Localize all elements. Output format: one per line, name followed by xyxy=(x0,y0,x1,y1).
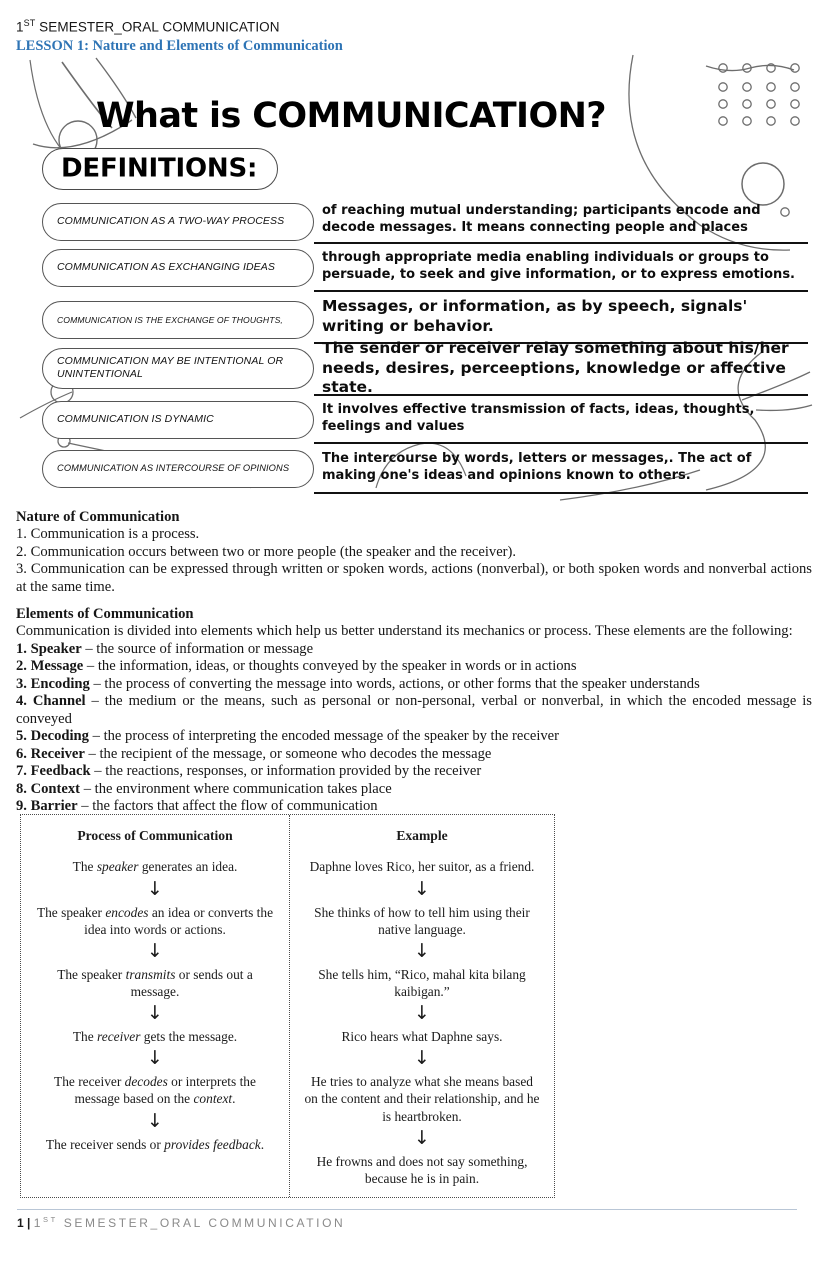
definition-row xyxy=(42,444,808,494)
definition-description: of reaching mutual understanding; participants encode and decode messages. It means connecting people and places xyxy=(314,198,808,244)
definition-term-pill xyxy=(42,450,314,488)
down-arrow-icon: ↓ xyxy=(147,877,163,900)
definition-description: It involves effective transmission of facts, ideas, thoughts, feelings and values xyxy=(314,396,808,444)
nature-item: 1. Communication is a process. xyxy=(16,526,200,543)
course-title: 1ST SEMESTER_ORAL COMMUNICATION xyxy=(16,18,280,35)
definition-term-label: COMMUNICATION AS A TWO-WAY PROCESS xyxy=(57,215,285,228)
element-item: 1. Speaker – the source of information or message xyxy=(16,640,314,657)
example-step: Daphne loves Rico, her suitor, as a friend. xyxy=(309,859,535,875)
element-item: 3. Encoding – the process of converting the message into words, actions, or other forms that the speaker understands xyxy=(16,675,700,692)
definition-term-pill xyxy=(42,348,314,389)
example-step: She thinks of how to tell him using their native language. xyxy=(314,904,530,937)
element-item: 4. Channel – the medium or the means, such as personal or non-personal, verbal or nonverbal, in which the encoded message is conveyed xyxy=(16,693,812,727)
down-arrow-icon: ↓ xyxy=(147,1109,163,1132)
down-arrow-icon: ↓ xyxy=(414,1126,430,1149)
elements-heading: Elements of Communication xyxy=(16,606,194,623)
process-example-table xyxy=(20,814,555,1198)
definitions-table xyxy=(42,198,808,494)
definition-description: The intercourse by words, letters or messages,. The act of making one's ideas and opinions known to others. xyxy=(314,444,808,494)
nature-heading: Nature of Communication xyxy=(16,509,180,525)
element-item: 6. Receiver – the recipient of the message, or someone who decodes the message xyxy=(16,745,492,762)
element-item: 7. Feedback – the reactions, responses, or information provided by the receiver xyxy=(16,763,482,780)
down-arrow-icon: ↓ xyxy=(147,939,163,962)
example-column-header: Example xyxy=(396,828,448,843)
element-name: 1. Speaker xyxy=(16,640,82,657)
nature-item: 2. Communication occurs between two or more people (the speaker and the receiver). xyxy=(16,543,517,560)
down-arrow-icon: ↓ xyxy=(414,939,430,962)
footer-label: SEMESTER_ORAL COMMUNICATION xyxy=(57,1216,346,1230)
definition-term-pill xyxy=(42,203,314,241)
example-step: She tells him, “Rico, mahal kita bilang kaibigan.” xyxy=(318,966,526,1000)
process-step: The speaker generates an idea. xyxy=(72,859,238,875)
process-column xyxy=(21,815,290,1197)
definition-row xyxy=(42,338,808,397)
footer-ordinal-suffix: ST xyxy=(43,1215,58,1224)
element-desc: the factors that affect the flow of communication xyxy=(92,798,378,815)
definition-row xyxy=(42,198,808,244)
element-name: 7. Feedback xyxy=(16,763,91,780)
element-name: 2. Message xyxy=(16,658,84,675)
definition-term-label: COMMUNICATION MAY BE INTENTIONAL OR UNINTENTIONAL xyxy=(57,355,284,381)
definition-term-cell xyxy=(42,396,314,444)
process-step: The receiver sends or provides feedback. xyxy=(45,1136,265,1152)
nature-item: 3. Communication can be expressed through written or spoken words, actions (nonverbal), or both spoken words and nonverbal actions at the same time. xyxy=(16,561,812,595)
definition-description: Messages, or information, as by speech, signals' writing or behavior. xyxy=(314,292,808,344)
element-desc: the medium or the means, such as personal or non-personal, verbal or nonverbal, in which the encoded message is conveyed xyxy=(16,693,812,727)
definition-row xyxy=(42,396,808,444)
definition-term-pill xyxy=(42,249,314,287)
definition-description: through appropriate media enabling individuals or groups to persuade, to seek and give information, or to express emotions. xyxy=(314,244,808,292)
definitions-banner xyxy=(42,148,278,190)
element-name: 5. Decoding xyxy=(16,728,89,745)
page-title: What is COMMUNICATION? xyxy=(96,96,607,136)
element-name: 6. Receiver xyxy=(16,745,85,762)
definition-row xyxy=(42,292,808,344)
lesson-title: LESSON 1: Nature and Elements of Communication xyxy=(16,38,343,55)
process-step: The speaker transmits or sends out a message. xyxy=(57,966,253,1000)
element-item: 2. Message – the information, ideas, or thoughts conveyed by the speaker in words or in actions xyxy=(16,658,577,675)
element-desc: the environment where communication takes place xyxy=(94,780,392,797)
example-step: He frowns and does not say something, because he is in pain. xyxy=(316,1153,528,1186)
definition-term-pill xyxy=(42,301,314,339)
definition-term-cell xyxy=(42,344,314,396)
element-desc: the information, ideas, or thoughts conveyed by the speaker in words or in actions xyxy=(97,658,577,675)
element-name: 8. Context xyxy=(16,780,81,797)
process-step: The receiver gets the message. xyxy=(72,1029,238,1045)
page-footer: 1 | 1ST SEMESTER_ORAL COMMUNICATION xyxy=(17,1209,797,1230)
definition-description: The sender or receiver relay something about his/her needs, desires, perceeptions, knowledge or affective state. xyxy=(314,344,808,396)
example-step: He tries to analyze what she means based on the content and their relationship, and he is heartbroken. xyxy=(304,1074,540,1124)
process-step: The speaker encodes an idea or converts the idea into words or actions. xyxy=(36,904,274,937)
element-desc: the process of interpreting the encoded message of the speaker by the receiver xyxy=(103,728,560,745)
element-desc: the reactions, responses, or information provided by the receiver xyxy=(105,763,482,780)
course-ordinal-suffix: ST xyxy=(23,18,36,28)
definition-term-label: COMMUNICATION AS INTERCOURSE OF OPINIONS xyxy=(57,463,290,474)
elements-intro: Communication is divided into elements which help us better understand its mechanics or process. These elements are the following: xyxy=(16,623,793,640)
element-item: 8. Context – the environment where communication takes place xyxy=(16,780,392,797)
definition-term-cell xyxy=(42,198,314,244)
page-number: 1 xyxy=(17,1216,24,1230)
definition-row xyxy=(42,244,808,292)
down-arrow-icon: ↓ xyxy=(414,1047,430,1070)
down-arrow-icon: ↓ xyxy=(414,877,430,900)
example-step: Rico hears what Daphne says. xyxy=(341,1029,503,1045)
element-item: 9. Barrier – the factors that affect the flow of communication xyxy=(16,798,378,815)
definitions-label: DEFINITIONS: xyxy=(61,153,258,184)
element-desc: the recipient of the message, or someone who decodes the message xyxy=(99,745,492,762)
definition-term-cell xyxy=(42,444,314,494)
element-desc: the source of information or message xyxy=(96,640,314,657)
element-name: 3. Encoding xyxy=(16,675,90,692)
element-name: 4. Channel xyxy=(16,693,86,710)
definition-term-pill xyxy=(42,401,314,439)
definition-term-label: COMMUNICATION IS DYNAMIC xyxy=(57,413,214,426)
element-item: 5. Decoding – the process of interpreting the encoded message of the speaker by the receiver xyxy=(16,728,560,745)
prose-body xyxy=(16,508,812,816)
down-arrow-icon: ↓ xyxy=(414,1002,430,1025)
example-column xyxy=(290,815,554,1197)
definition-term-label: COMMUNICATION AS EXCHANGING IDEAS xyxy=(57,261,275,274)
process-column-header: Process of Communication xyxy=(77,828,233,843)
document-header xyxy=(16,18,806,56)
down-arrow-icon: ↓ xyxy=(147,1002,163,1025)
down-arrow-icon: ↓ xyxy=(147,1047,163,1070)
definition-term-cell xyxy=(42,244,314,292)
process-step: The receiver decodes or interprets the message based on the context. xyxy=(54,1074,256,1107)
definition-term-cell xyxy=(42,292,314,344)
section-spacer xyxy=(16,596,812,605)
element-name: 9. Barrier xyxy=(16,798,78,815)
definition-term-label: COMMUNICATION IS THE EXCHANGE OF THOUGHTS, xyxy=(57,314,283,325)
element-desc: the process of converting the message into words, actions, or other forms that the speaker understands xyxy=(104,675,700,692)
